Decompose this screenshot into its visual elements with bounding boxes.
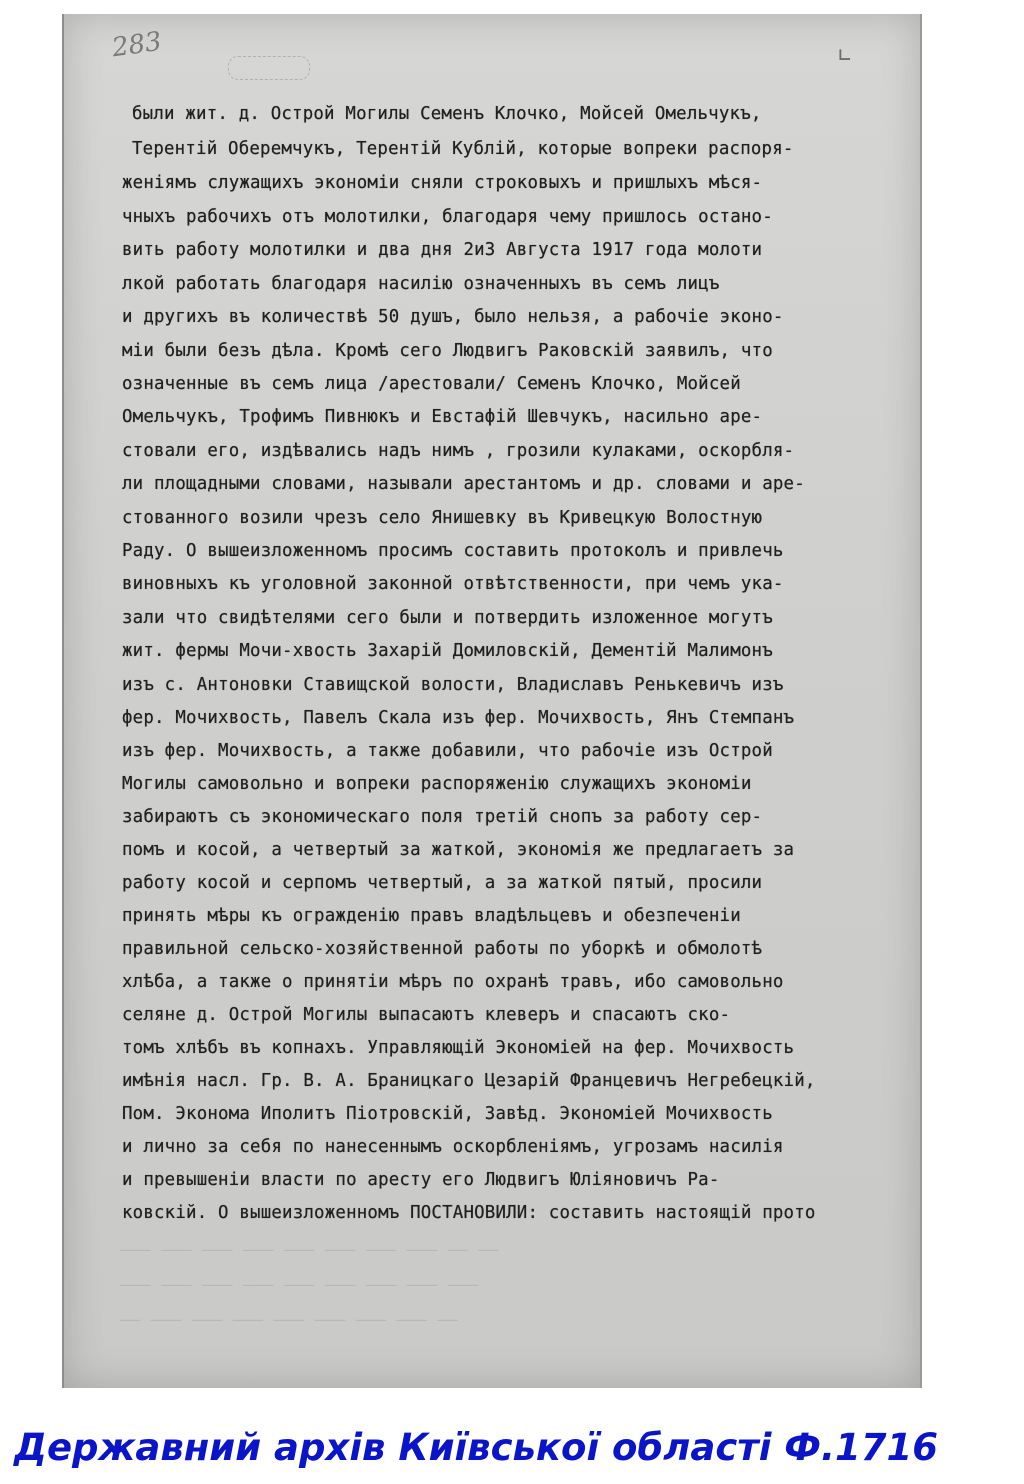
text-line: работу косой и серпомъ четвертый, а за жаткой пятый, просили xyxy=(122,873,763,893)
text-line: Могилы самовольно и вопреки распоряженію служащихъ экономіи xyxy=(122,774,752,794)
text-line: и другихъ въ количествѣ 50 душъ, было нельзя, а рабочіе эконо- xyxy=(122,307,784,327)
text-line: означенные въ семъ лица /арестовали/ Семенъ Клочко, Мойсей xyxy=(122,374,741,394)
text-line: стовали его, издѣвались надъ нимъ , грозили кулаками, оскорбля- xyxy=(122,441,795,461)
bleed-through: —— —— ——— ——— ——— ——— ——— ——— ——— ——— xyxy=(120,1240,499,1260)
text-line: Раду. О вышеизложенномъ просимъ составить протоколъ и привлечь xyxy=(122,541,784,561)
bleed-through: —— ——— ——— ——— ——— ——— ——— ——— —— xyxy=(120,1310,458,1330)
text-line: женіямъ служащихъ экономіи сняли строковыхъ и пришлыхъ мѣся- xyxy=(122,173,763,193)
text-line: лкой работать благодаря насилію означенныхъ въ семъ лицъ xyxy=(122,274,720,294)
faint-stamp-mark xyxy=(228,56,310,80)
text-line: Терентій Оберемчукъ, Терентій Кублій, которые вопреки распоря- xyxy=(132,139,794,159)
text-line: помъ и косой, а четвертый за жаткой, экономія же предлагаетъ за xyxy=(122,840,795,860)
text-line: правильной сельско-хозяйственной работы по уборкѣ и обмолотѣ xyxy=(122,939,763,959)
text-line: ковскій. О вышеизложенномъ ПОСТАНОВИЛИ: составить настоящій прото xyxy=(122,1203,816,1223)
text-line: Омельчукъ, Трофимъ Пивнюкъ и Евстафій Шевчукъ, насильно аре- xyxy=(122,407,763,427)
bleed-through: ——— ——— ——— ——— ——— ——— ——— ——— ——— xyxy=(120,1275,479,1295)
text-line: имѣнія насл. Гр. В. А. Браницкаго Цезарій Францевичъ Негребецкій, xyxy=(122,1071,816,1091)
archive-caption: Державний архів Київської області Ф.1716 xyxy=(14,1426,939,1469)
text-line: чныхъ рабочихъ отъ молотилки, благодаря чему пришлось остано- xyxy=(122,207,773,227)
text-line: виновныхъ къ уголовной законной отвѣтственности, при чемъ ука- xyxy=(122,574,784,594)
text-line: томъ хлѣбъ въ копнахъ. Управляющій Экономіей на фер. Мочихвость xyxy=(122,1038,795,1058)
text-line: принять мѣры къ огражденію правъ владѣльцевъ и обезпеченіи xyxy=(122,906,741,926)
text-line: были жит. д. Острой Могилы Семенъ Клочко, Мойсей Омельчукъ, xyxy=(132,104,762,124)
text-line: и превышеніи власти по аресту его Людвигъ Юліяновичъ Ра- xyxy=(122,1170,720,1190)
text-line: забираютъ съ экономическаго поля третій снопъ за работу сер- xyxy=(122,807,763,827)
text-line: и лично за себя по нанесеннымъ оскорбленіямъ, угрозамъ насилія xyxy=(122,1137,784,1157)
text-line: жит. фермы Мочи-хвость Захарій Домиловскій, Дементій Малимонъ xyxy=(122,641,773,661)
text-line: стованного возили чрезъ село Янишевку въ Кривецкую Волостную xyxy=(122,508,763,528)
text-line: міи были безъ дѣла. Кромѣ сего Людвигъ Раковскій заявилъ, что xyxy=(122,341,773,361)
text-line: изъ с. Антоновки Ставищской волости, Владиславъ Ренькевичъ изъ xyxy=(122,675,784,695)
text-line: изъ фер. Мочихвость, а также добавили, что рабочіе изъ Острой xyxy=(122,741,773,761)
text-line: фер. Мочихвость, Павелъ Скала изъ фер. Мочихвость, Янъ Стемпанъ xyxy=(122,708,795,728)
text-line: зали что свидѣтелями сего были и потвердить изложенное могутъ xyxy=(122,608,773,628)
text-line: селяне д. Острой Могилы выпасаютъ клеверъ и спасаютъ ско- xyxy=(122,1005,731,1025)
text-line: вить работу молотилки и два дня 2и3 Августа 1917 года молоти xyxy=(122,240,763,260)
folio-number: 283 xyxy=(110,26,164,64)
text-line: Пом. Эконома Иполитъ Піотровскій, Завѣд. Экономіей Мочихвость xyxy=(122,1104,773,1124)
corner-mark: ∟ xyxy=(838,44,852,69)
text-line: хлѣба, а также о принятіи мѣръ по охранѣ травъ, ибо самовольно xyxy=(122,972,784,992)
text-line: ли площадными словами, называли арестантомъ и др. словами и аре- xyxy=(122,474,805,494)
